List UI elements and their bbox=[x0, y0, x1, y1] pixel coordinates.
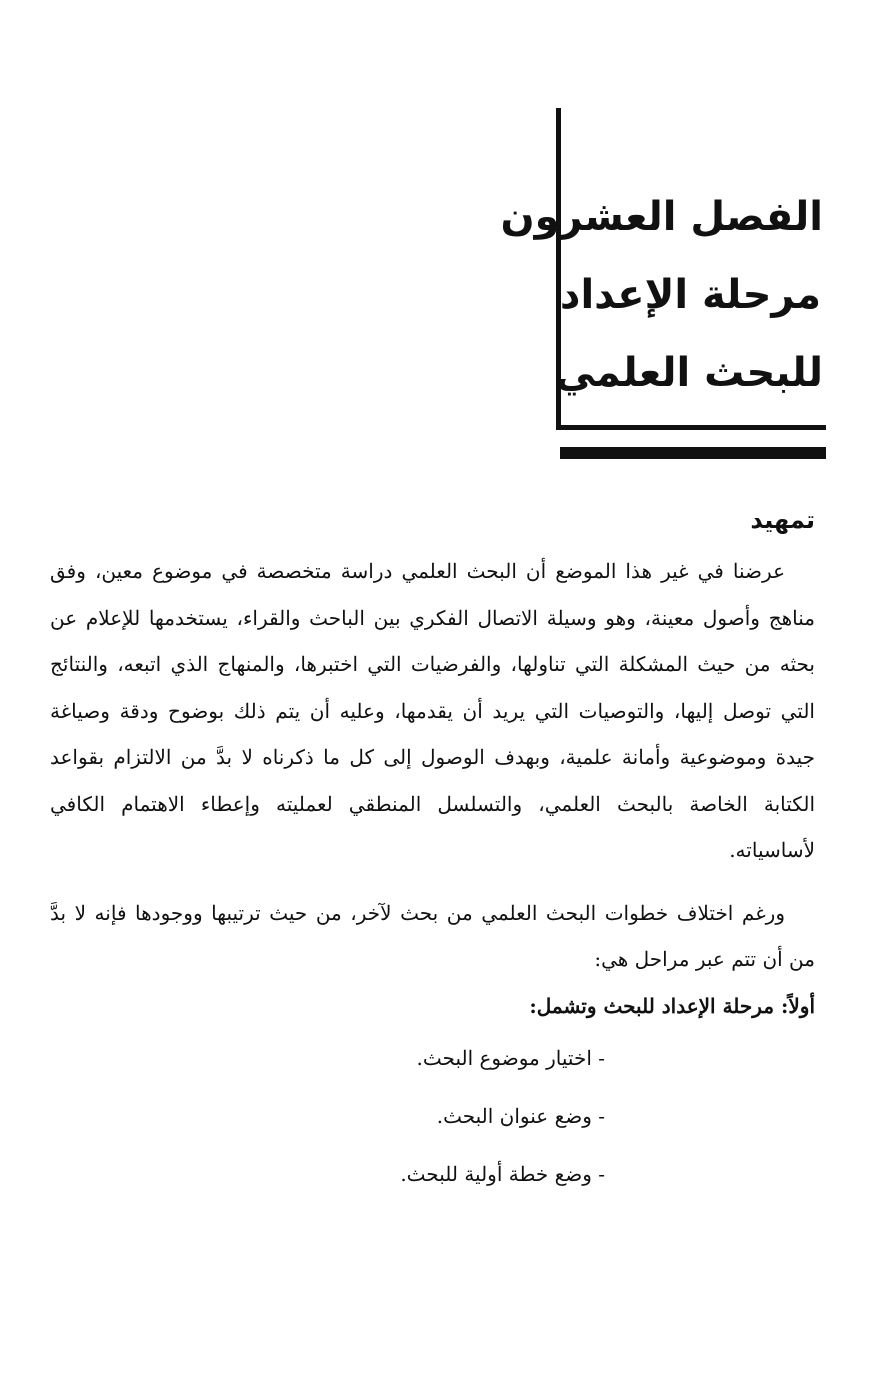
stage-one-heading: أولاً: مرحلة الإعداد للبحث وتشمل: bbox=[529, 993, 815, 1018]
section-heading: تمهيد bbox=[750, 506, 815, 534]
body-text bbox=[50, 548, 815, 1203]
chapter-title-line-1: الفصل العشرون bbox=[500, 194, 823, 240]
chapter-title-line-2: مرحلة الإعداد bbox=[559, 272, 822, 318]
list-item: - اختيار موضوع البحث. bbox=[416, 1045, 605, 1070]
stages-paragraph: ورغم اختلاف خطوات البحث العلمي من بحث لآخر، من حيث ترتيبها ووجودها فإنه لا بدَّ من أن تتم عبر مراحل هي: bbox=[50, 900, 815, 971]
list-item: - وضع خطة أولية للبحث. bbox=[400, 1161, 605, 1186]
title-underline-bar bbox=[560, 447, 826, 459]
list-item: - وضع عنوان البحث. bbox=[436, 1103, 605, 1128]
intro-paragraph: عرضنا في غير هذا الموضع أن البحث العلمي دراسة متخصصة في موضوع معين، وفق مناهج وأصول معينة، وهو وسيلة الاتصال الفكري بين الباحث والقراء، يستخدمها للإعلام عن بحثه من حيث المشكلة التي تناولها، والفرضيات التي اختبرها، والمنهاج الذي اتبعه، والنتائج التي توصل إليها، والتوصيات التي يريد أن يقدمها، وعليه أن يتم ذلك بوضوح ودقة وصياغة جيدة وموضوعية وأمانة علمية، وبهدف الوصول إلى كل ما ذكرناه لا بدَّ من الالتزام بقواعد الكتابة الخاصة بالبحث العلمي، والتسلسل المنطقي لعمليته وإعطاء الاهتمام الكافي لأساسياته. bbox=[50, 559, 815, 862]
stage-one-list bbox=[50, 1029, 815, 1203]
chapter-title bbox=[500, 178, 823, 412]
chapter-title-line-3: للبحث العلمي bbox=[555, 350, 823, 396]
